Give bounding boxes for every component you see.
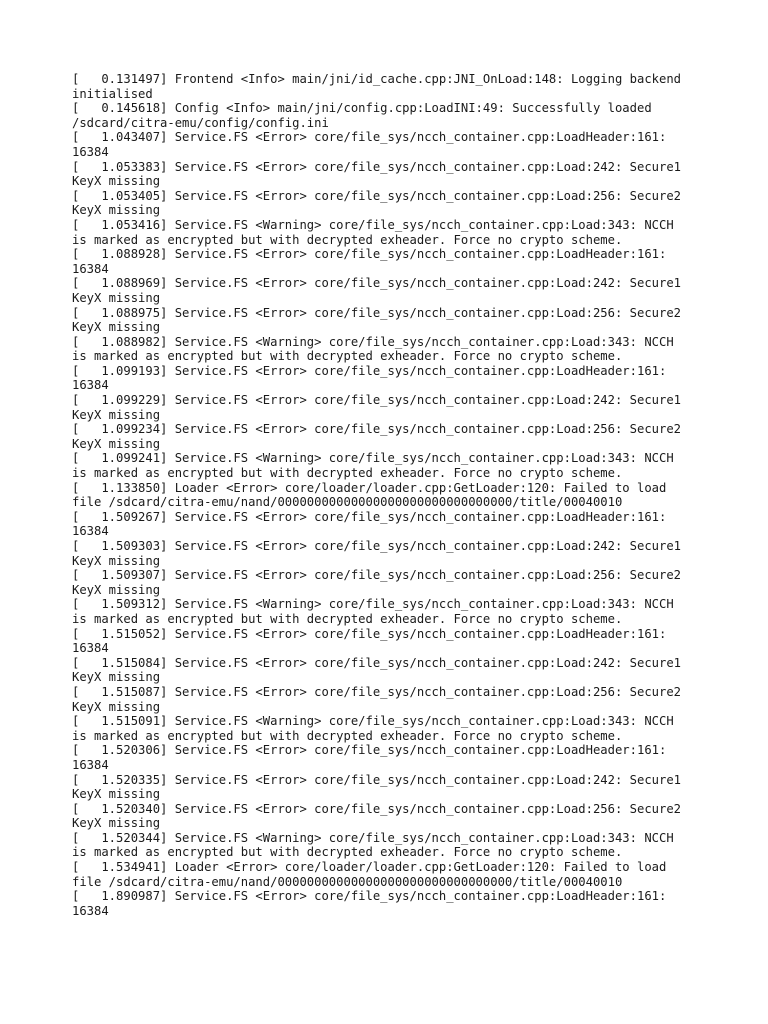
log-entry: [ 1.088969] Service.FS <Error> core/file_sys/ncch_container.cpp:Load:242: Secure1 KeyX missing (72, 276, 682, 305)
log-entry: [ 1.099241] Service.FS <Warning> core/file_sys/ncch_container.cpp:Load:343: NCCH is marked as encrypted but with decrypted exheader. Force no crypto scheme. (72, 451, 674, 481)
log-entry: [ 1.099234] Service.FS <Error> core/file_sys/ncch_container.cpp:Load:256: Secure2 KeyX missing (72, 422, 682, 451)
log-entry: [ 1.099229] Service.FS <Error> core/file_sys/ncch_container.cpp:Load:242: Secure1 KeyX missing (72, 393, 682, 422)
log-entry: [ 1.088982] Service.FS <Warning> core/file_sys/ncch_container.cpp:Load:343: NCCH is marked as encrypted but with decrypted exheader. Force no crypto scheme. (72, 334, 674, 364)
log-entry: [ 1.053383] Service.FS <Error> core/file_sys/ncch_container.cpp:Load:242: Secure1 KeyX missing (72, 159, 682, 189)
log-entry: [ 1.509267] Service.FS <Error> core/file_sys/ncch_container.cpp:LoadHeader:161: 16384 (72, 509, 667, 539)
log-entry: [ 1.509312] Service.FS <Warning> core/file_sys/ncch_container.cpp:Load:343: NCCH is marked as encrypted but with decrypted exheader. Force no crypto scheme. (72, 597, 674, 626)
log-entry: [ 1.515091] Service.FS <Warning> core/file_sys/ncch_container.cpp:Load:343: NCCH is marked as encrypted but with decrypted exheader. Force no crypto scheme. (72, 714, 674, 743)
log-document (72, 72, 702, 918)
log-entry: [ 1.099193] Service.FS <Error> core/file_sys/ncch_container.cpp:LoadHeader:161: 16384 (72, 363, 667, 393)
log-entry: [ 1.509303] Service.FS <Error> core/file_sys/ncch_container.cpp:Load:242: Secure1 KeyX missing (72, 539, 682, 568)
log-entry: [ 1.088928] Service.FS <Error> core/file_sys/ncch_container.cpp:LoadHeader:161: 16384 (72, 247, 667, 276)
log-entry: [ 1.520335] Service.FS <Error> core/file_sys/ncch_container.cpp:Load:242: Secure1 KeyX missing (72, 772, 682, 802)
log-entry: [ 1.520344] Service.FS <Warning> core/file_sys/ncch_container.cpp:Load:343: NCCH is marked as encrypted but with decrypted exheader. Force no crypto scheme. (72, 830, 674, 860)
log-entry: [ 1.088975] Service.FS <Error> core/file_sys/ncch_container.cpp:Load:256: Secure2 KeyX missing (72, 305, 682, 335)
log-entry: [ 1.520306] Service.FS <Error> core/file_sys/ncch_container.cpp:LoadHeader:161: 16384 (72, 743, 667, 772)
log-entry: [ 1.053416] Service.FS <Warning> core/file_sys/ncch_container.cpp:Load:343: NCCH is marked as encrypted but with decrypted exheader. Force no crypto scheme. (72, 217, 674, 247)
log-entry: [ 1.520340] Service.FS <Error> core/file_sys/ncch_container.cpp:Load:256: Secure2 KeyX missing (72, 801, 682, 831)
log-entry: [ 1.053405] Service.FS <Error> core/file_sys/ncch_container.cpp:Load:256: Secure2 KeyX missing (72, 188, 682, 218)
log-entry: [ 1.509307] Service.FS <Error> core/file_sys/ncch_container.cpp:Load:256: Secure2 KeyX missing (72, 568, 682, 597)
log-entry: [ 0.131497] Frontend <Info> main/jni/id_cache.cpp:JNI_OnLoad:148: Logging backend initialised (72, 72, 682, 101)
log-entry: [ 1.515052] Service.FS <Error> core/file_sys/ncch_container.cpp:LoadHeader:161: 16384 (72, 626, 667, 656)
log-entry: [ 1.890987] Service.FS <Error> core/file_sys/ncch_container.cpp:LoadHeader:161: 16384 (72, 889, 667, 918)
log-entry: [ 1.133850] Loader <Error> core/loader/loader.cpp:GetLoader:120: Failed to load file /sdcard/citra-emu/nand/00000000000000000000000000000000/title/00040010 (72, 480, 667, 510)
log-entry: [ 1.534941] Loader <Error> core/loader/loader.cpp:GetLoader:120: Failed to load file /sdcard/citra-emu/nand/00000000000000000000000000000000/title/00040010 (72, 860, 667, 889)
log-entry: [ 1.515087] Service.FS <Error> core/file_sys/ncch_container.cpp:Load:256: Secure2 KeyX missing (72, 684, 682, 714)
log-entry: [ 1.515084] Service.FS <Error> core/file_sys/ncch_container.cpp:Load:242: Secure1 KeyX missing (72, 655, 682, 685)
log-entry: [ 0.145618] Config <Info> main/jni/config.cpp:LoadINI:49: Successfully loaded /sdcard/citra-emu/config/config.ini (72, 101, 652, 130)
log-entry: [ 1.043407] Service.FS <Error> core/file_sys/ncch_container.cpp:LoadHeader:161: 16384 (72, 130, 667, 159)
